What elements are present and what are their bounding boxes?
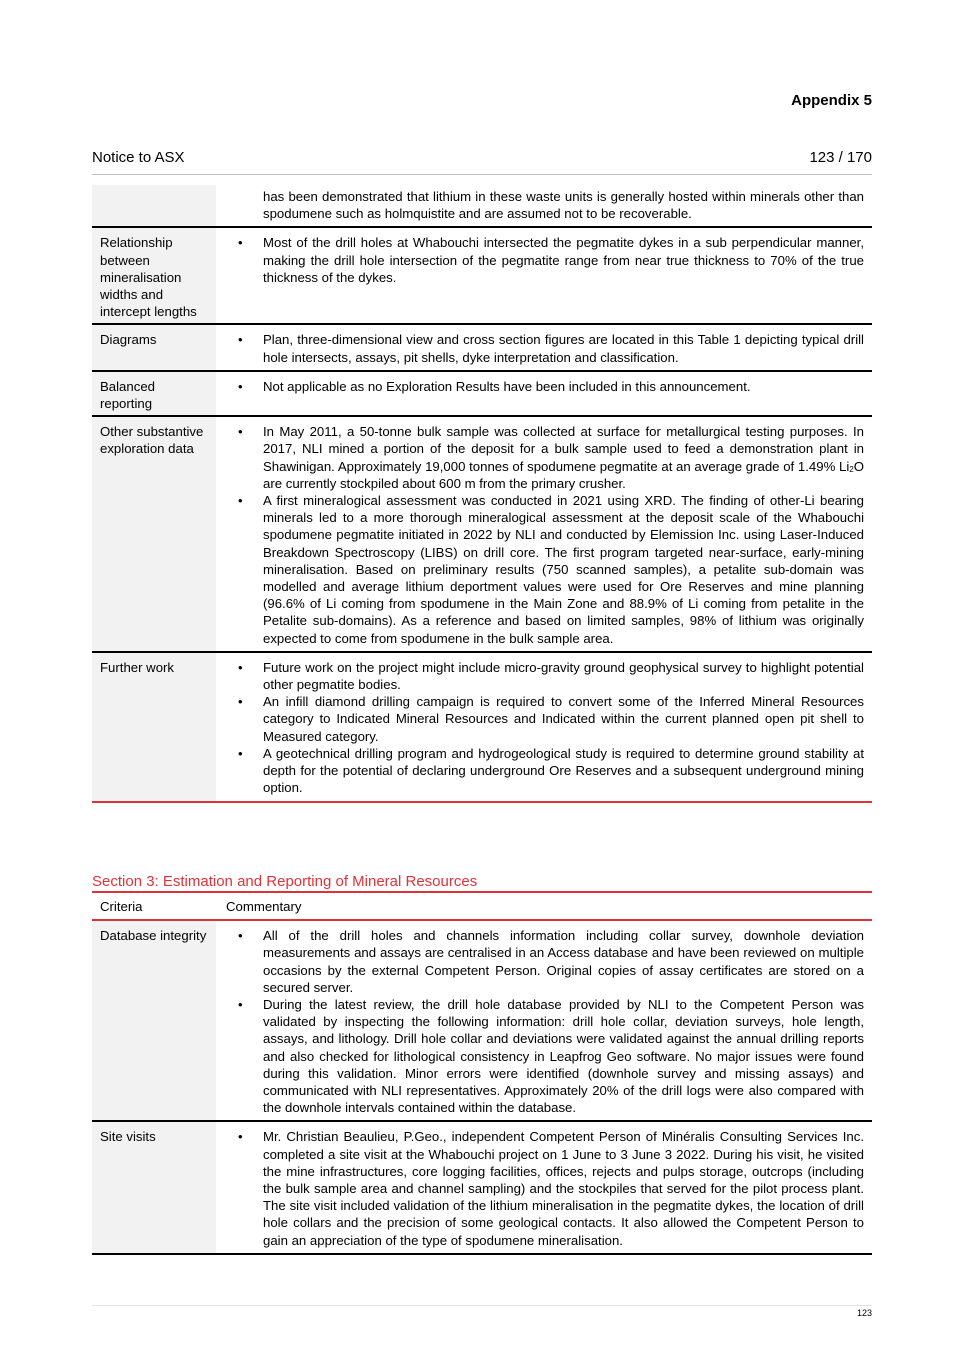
table-row <box>92 416 872 652</box>
table-row <box>92 652 872 802</box>
table-row <box>92 1121 872 1253</box>
criteria-cell: Site visits <box>92 1121 216 1253</box>
bullet-item: • Future work on the project might include micro-gravity ground geophysical survey to highlight potential other pegmatite bodies. <box>226 659 864 693</box>
commentary-cell <box>216 416 872 652</box>
commentary-cell <box>216 185 872 227</box>
section-3-divider <box>92 891 872 893</box>
criteria-cell: Diagrams <box>92 324 216 370</box>
commentary-cell <box>216 371 872 416</box>
appendix-label: Appendix 5 <box>791 92 872 109</box>
notice-label: Notice to ASX <box>92 149 185 166</box>
page-header <box>92 149 872 166</box>
criteria-cell: Relationship between mineralisation widths and intercept lengths <box>92 227 216 324</box>
bullet-item: • Most of the drill holes at Whabouchi intersected the pegmatite dykes in a sub perpendicular manner, making the drill hole intersection of the pegmatite range from near true thickness to 70% of the true thickness of the dykes. <box>226 234 864 286</box>
bullet-item: • Not applicable as no Exploration Results have been included in this announcement. <box>226 378 864 395</box>
criteria-cell: Other substantive exploration data <box>92 416 216 652</box>
table-section-3 <box>92 895 872 1255</box>
page-counter: 123 / 170 <box>809 149 872 166</box>
bullet-item: • In May 2011, a 50-tonne bulk sample was collected at surface for metallurgical testing purposes. In 2017, NLI mined a portion of the deposit for a bulk sample used to feed a demonstration plant in Shawinigan. Approximately 19,000 tonnes of spodumene pegmatite at an average grade of 1.49% $Li_2O$ are currently stockpiled about 600 m from the primary crusher. <box>226 423 864 492</box>
table-row <box>92 371 872 416</box>
bullet-item: • A first mineralogical assessment was conducted in 2021 using XRD. The finding of other-Li bearing minerals led to a more thorough mineralogical assessment at the deposit scale of the Whabouchi spodumene pegmatite initiated in 2022 by NLI and conducted by Elemission Inc. using Laser-Induced Breakdown Spectroscopy (LIBS) on drill core. The first program targeted near-surface, early-mining mineralisation. Based on preliminary results (750 scanned samples), a petalite sub-domain was modelled and average lithium deportment values were used for Ore Reserves and mine planning (96.6% of Li coming from spodumene in the Main Zone and 88.9% of Li coming from petalite in the Petalite sub-domains). As a reference and based on limited samples, 98% of lithium was originally expected to come from spodumene in the bulk sample area. <box>226 492 864 647</box>
bullet-item: • An infill diamond drilling campaign is required to convert some of the Inferred Mineral Resources category to Indicated Mineral Resources and Indicated within the current planned open pit shell to Measured category. <box>226 693 864 745</box>
criteria-cell: Further work <box>92 652 216 802</box>
table-header-row <box>92 895 872 920</box>
commentary-cell <box>216 920 872 1121</box>
criteria-cell <box>92 185 216 227</box>
commentary-cell <box>216 227 872 324</box>
criteria-header: Criteria <box>92 895 216 920</box>
table-row <box>92 920 872 1121</box>
table-row <box>92 227 872 324</box>
page-number: 123 <box>856 1308 872 1318</box>
bullet-item: • During the latest review, the drill hole database provided by NLI to the Competent Person was validated by inspecting the following information: drill hole collar, deviation surveys, hole length, assays, and lithology. Drill hole collar and deviations were validated against the annual drilling reports and also checked for lithological consistency in Leapfrog Geo software. No major issues were found during this validation. Minor errors were identified (downhole survey and missing assays) and communicated with NLI representatives. Approximately 20% of the drill logs were also compared with the downhole intervals contained within the database. <box>226 996 864 1116</box>
bullet-item: • Mr. Christian Beaulieu, P.Geo., independent Competent Person of Minéralis Consulting Services Inc. completed a site visit at the Whabouchi project on 1 June to 3 June 3 2022. During his visit, he visited the mine infrastructures, core logging facilities, offices, rejects and pulps storage, outcrops (including the bulk sample area and channel sampling) and the stockpiles that served for the pilot process plant. The site visit included validation of the lithium mineralisation in the pegmatite dykes, the location of drill hole collars and the precision of some geological contacts. It also allowed the Competent Person to gain an appreciation of the type of spodumene mineralisation. <box>226 1128 864 1248</box>
bullet-item: • Plan, three-dimensional view and cross section figures are located in this Table 1 depicting typical drill hole intersects, assays, pit shells, dyke interpretation and classification. <box>226 331 864 365</box>
commentary-header: Commentary <box>216 895 872 920</box>
criteria-cell: Balanced reporting <box>92 371 216 416</box>
commentary-cell <box>216 1121 872 1253</box>
commentary-cell <box>216 324 872 370</box>
section-3-title: Section 3: Estimation and Reporting of Mineral Resources <box>92 873 478 890</box>
table-section-2-continued <box>92 185 872 803</box>
commentary-cell <box>216 652 872 802</box>
bullet-item: • All of the drill holes and channels information including collar survey, downhole deviation measurements and assays are centralised in an Access database and have been reviewed on multiple occasions by the external Competent Person. Original copies of assay certificates are stored on a secured server. <box>226 927 864 996</box>
bullet-item: • A geotechnical drilling program and hydrogeological study is required to determine ground stability at depth for the potential of declaring underground Ore Reserves and a subsequent underground mining option. <box>226 745 864 797</box>
criteria-cell: Database integrity <box>92 920 216 1121</box>
footer-divider <box>92 1305 872 1306</box>
table-row <box>92 324 872 370</box>
continuation-text: has been demonstrated that lithium in these waste units is generally hosted within minerals other than spodumene such as holmquistite and are assumed not to be recoverable. <box>263 189 864 222</box>
header-divider <box>92 174 872 175</box>
table-row <box>92 185 872 227</box>
